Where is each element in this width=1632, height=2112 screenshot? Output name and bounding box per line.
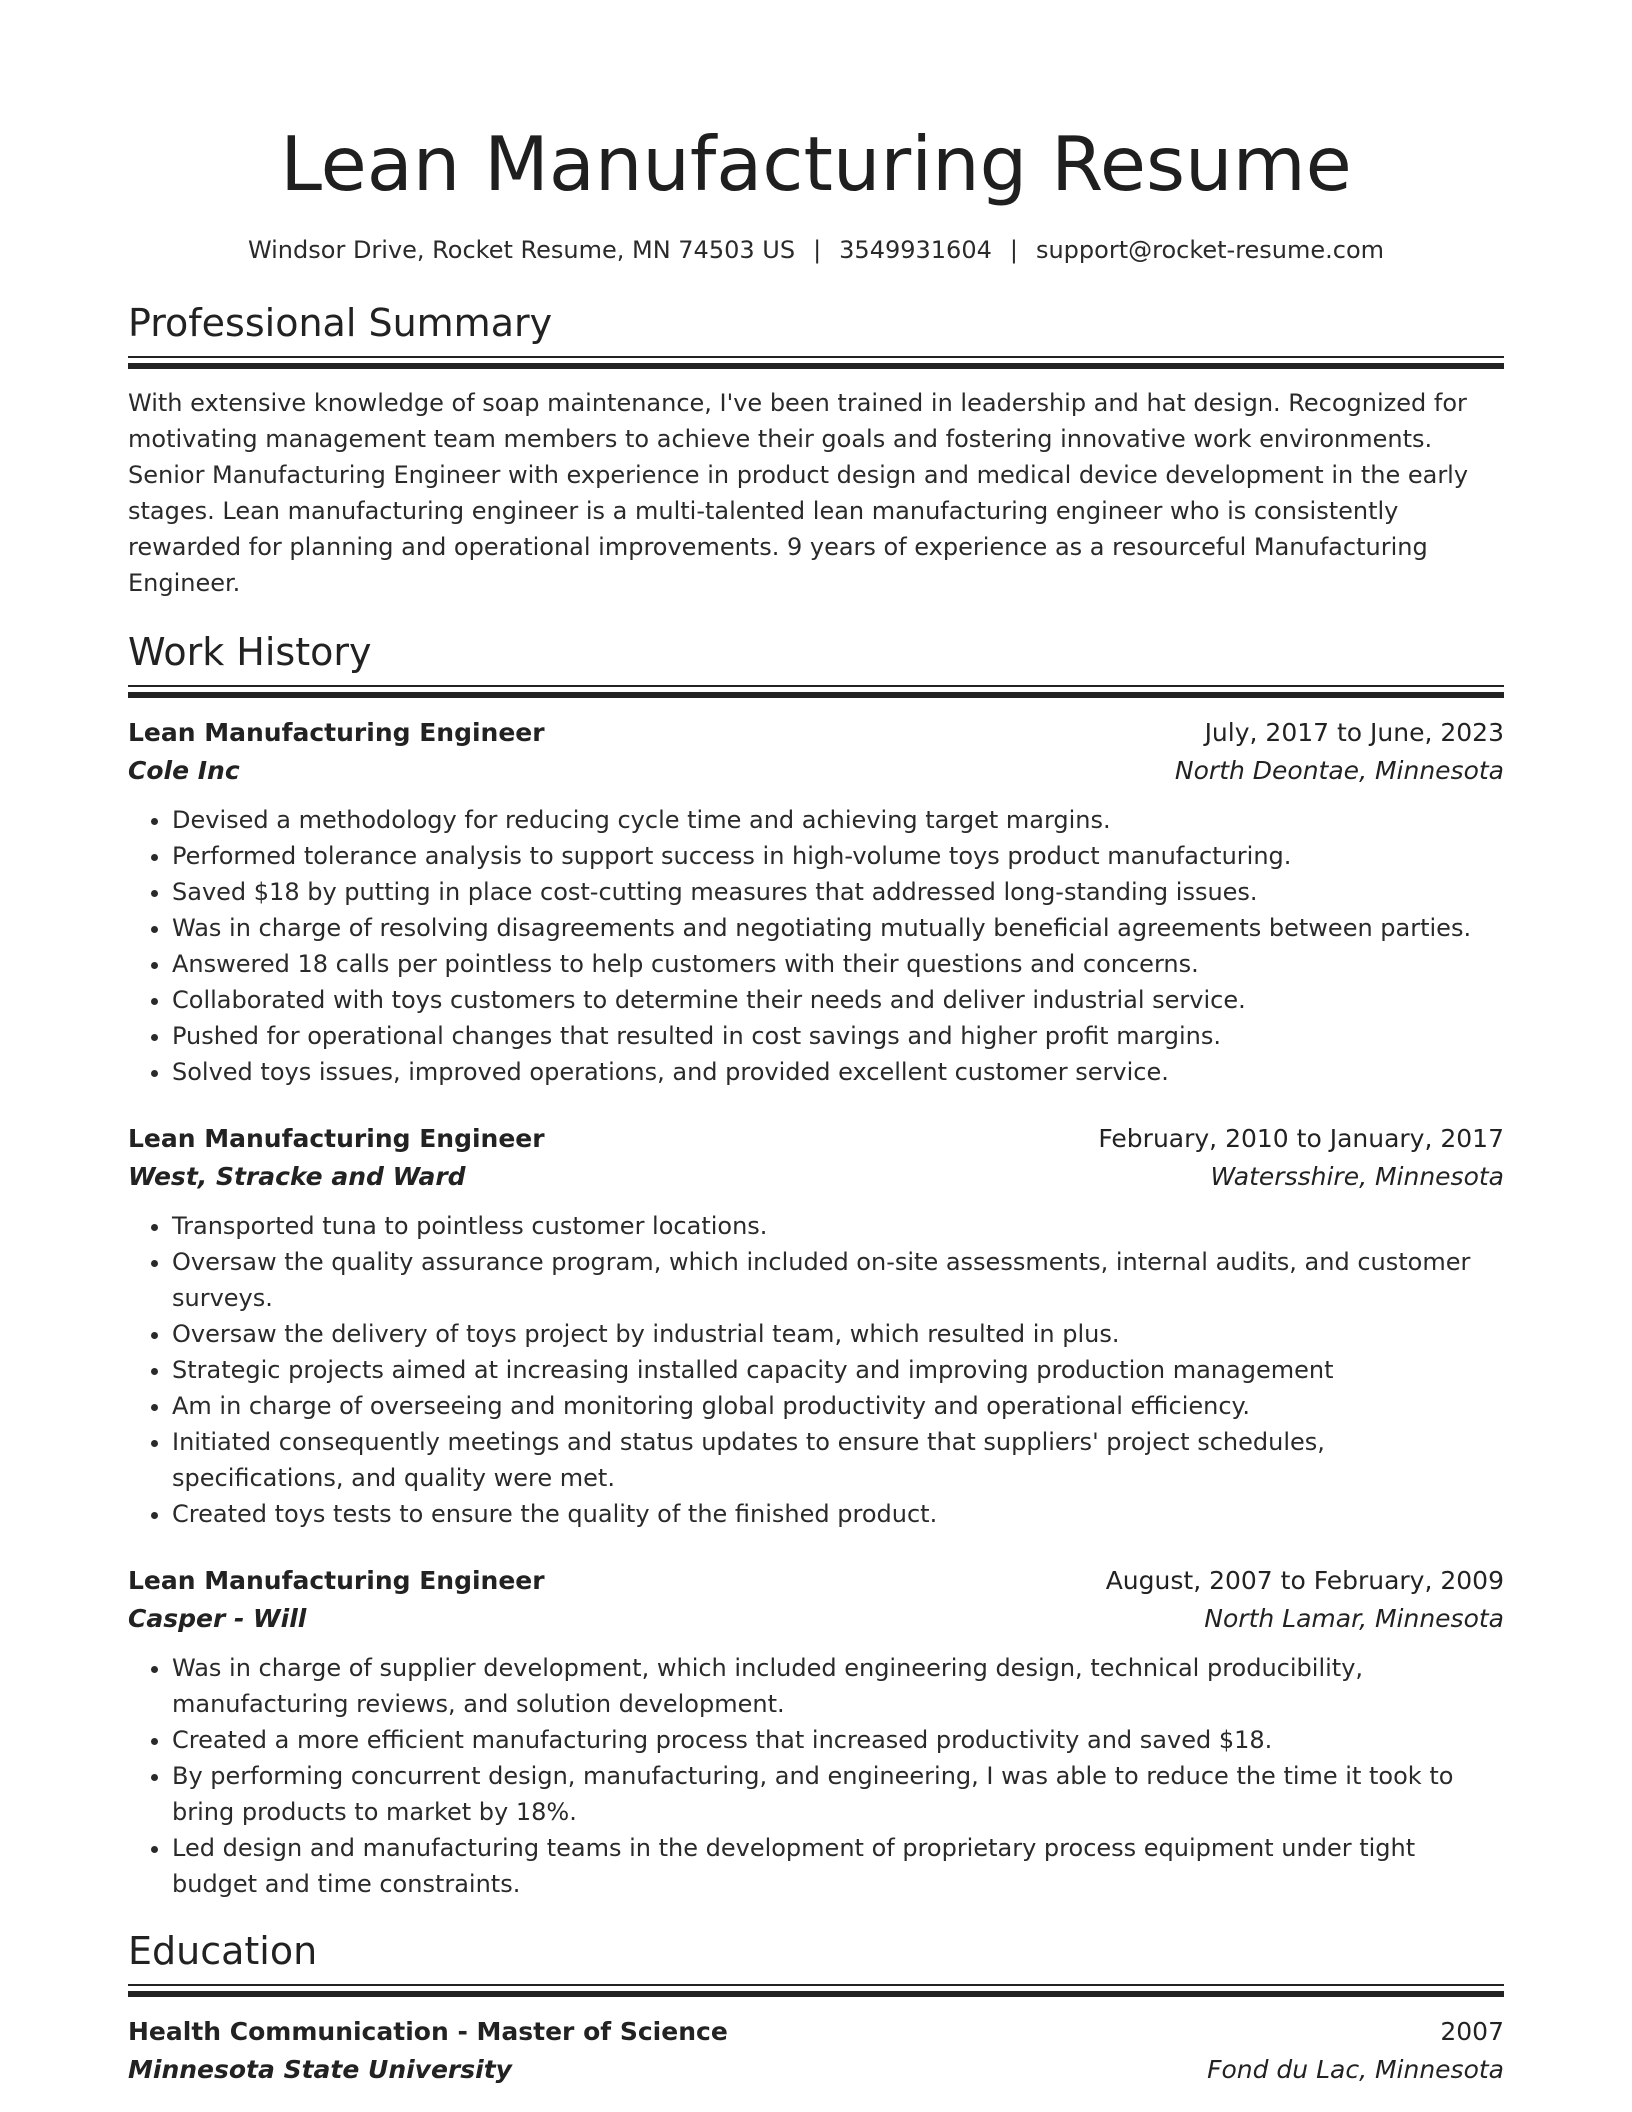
list-item: • Solved toys issues, improved operations, and provided excellent customer service. <box>172 1054 1504 1090</box>
summary-text: With extensive knowledge of soap maintenance, I've been trained in leadership and hat design. Recognized for motivating management team members to achieve their goals and fostering innovative work environments. Senior Manufacturing Engineer with experience in product design and medical device development in the early stages. Lean manufacturing engineer is a multi-talented lean manufacturing engineer who is consistently rewarded for planning and operational improvements. 9 years of experience as a resourceful Manufacturing Engineer. <box>128 389 1469 597</box>
job-company-row <box>128 1158 1504 1196</box>
contact-separator: | <box>1009 236 1018 264</box>
list-item: • Saved $18 by putting in place cost-cutting measures that addressed long-standing issues. <box>172 874 1504 910</box>
education-section <box>128 1928 1504 2089</box>
education-heading: Education <box>128 1929 318 1973</box>
list-item: • Initiated consequently meetings and status updates to ensure that suppliers' project schedules, specifications, and quality were met. <box>172 1424 1504 1496</box>
list-item: • Led design and manufacturing teams in the development of proprietary process equipment under tight budget and time constraints. <box>172 1830 1504 1902</box>
education-school: Minnesota State University <box>128 2055 512 2084</box>
list-item: • Answered 18 calls per pointless to help customers with their questions and concerns. <box>172 946 1504 982</box>
job-company-row <box>128 752 1504 790</box>
job-title: Lean Manufacturing Engineer <box>128 1566 545 1595</box>
work-heading: Work History <box>128 630 372 674</box>
job-location: Watersshire, Minnesota <box>1210 1162 1504 1191</box>
education-location: Fond du Lac, Minnesota <box>1207 2055 1504 2084</box>
contact-address: Windsor Drive, Rocket Resume, MN 74503 US <box>247 236 796 264</box>
list-item: • Transported tuna to pointless customer locations. <box>172 1208 1504 1244</box>
job-dates: August, 2007 to February, 2009 <box>1105 1566 1504 1595</box>
list-item: • By performing concurrent design, manufacturing, and engineering, I was able to reduce the time it took to bring products to market by 18%. <box>172 1758 1504 1830</box>
education-year: 2007 <box>1440 2017 1504 2046</box>
list-item: • Created a more efficient manufacturing process that increased productivity and saved $18. <box>172 1722 1504 1758</box>
summary-heading: Professional Summary <box>128 301 553 345</box>
job-company: West, Stracke and Ward <box>128 1162 466 1191</box>
list-item: • Was in charge of supplier development, which included engineering design, technical producibility, manufacturing reviews, and solution development. <box>172 1650 1504 1722</box>
list-item: • Oversaw the delivery of toys project by industrial team, which resulted in plus. <box>172 1316 1504 1352</box>
list-item: • Created toys tests to ensure the quality of the finished product. <box>172 1496 1504 1532</box>
job-location: North Deontae, Minnesota <box>1174 756 1504 785</box>
job-title: Lean Manufacturing Engineer <box>128 1124 545 1153</box>
job-company: Cole Inc <box>128 756 240 785</box>
list-item: • Devised a methodology for reducing cycle time and achieving target margins. <box>172 802 1504 838</box>
education-school-row <box>128 2051 1504 2089</box>
list-item: • Pushed for operational changes that resulted in cost savings and higher profit margins. <box>172 1018 1504 1054</box>
job-dates: July, 2017 to June, 2023 <box>1204 718 1504 747</box>
section-divider <box>128 685 1504 698</box>
job-dates: February, 2010 to January, 2017 <box>1098 1124 1504 1153</box>
job-bullets <box>128 1650 1504 1902</box>
job-entry <box>128 1120 1504 1532</box>
job-location: North Lamar, Minnesota <box>1204 1604 1504 1633</box>
list-item: • Was in charge of resolving disagreements and negotiating mutually beneficial agreements between parties. <box>172 910 1504 946</box>
education-entry <box>128 2013 1504 2089</box>
job-header-row <box>128 1120 1504 1158</box>
list-item: • Oversaw the quality assurance program, which included on-site assessments, internal audits, and customer surveys. <box>172 1244 1504 1316</box>
job-title: Lean Manufacturing Engineer <box>128 718 545 747</box>
job-header-row <box>128 714 1504 752</box>
contact-email: support@rocket-resume.com <box>1035 236 1385 264</box>
education-degree-row <box>128 2013 1504 2051</box>
job-entry <box>128 714 1504 1090</box>
job-header-row <box>128 1562 1504 1600</box>
contact-phone: 3549931604 <box>839 236 992 264</box>
education-degree: Health Communication - Master of Science <box>128 2017 728 2046</box>
list-item: • Am in charge of overseeing and monitoring global productivity and operational efficiency. <box>172 1388 1504 1424</box>
work-section <box>128 629 1504 1902</box>
job-bullets <box>128 802 1504 1090</box>
summary-section <box>128 300 1504 601</box>
list-item: • Performed tolerance analysis to support success in high-volume toys product manufacturing. <box>172 838 1504 874</box>
contact-line <box>128 234 1504 266</box>
job-company-row <box>128 1600 1504 1638</box>
job-bullets <box>128 1208 1504 1532</box>
contact-separator: | <box>813 236 822 264</box>
job-company: Casper - Will <box>128 1604 307 1633</box>
list-item: • Strategic projects aimed at increasing installed capacity and improving production management <box>172 1352 1504 1388</box>
resume-name: Lean Manufacturing Resume <box>280 120 1352 208</box>
section-divider <box>128 356 1504 369</box>
list-item: • Collaborated with toys customers to determine their needs and deliver industrial service. <box>172 982 1504 1018</box>
job-entry <box>128 1562 1504 1902</box>
section-divider <box>128 1984 1504 1997</box>
